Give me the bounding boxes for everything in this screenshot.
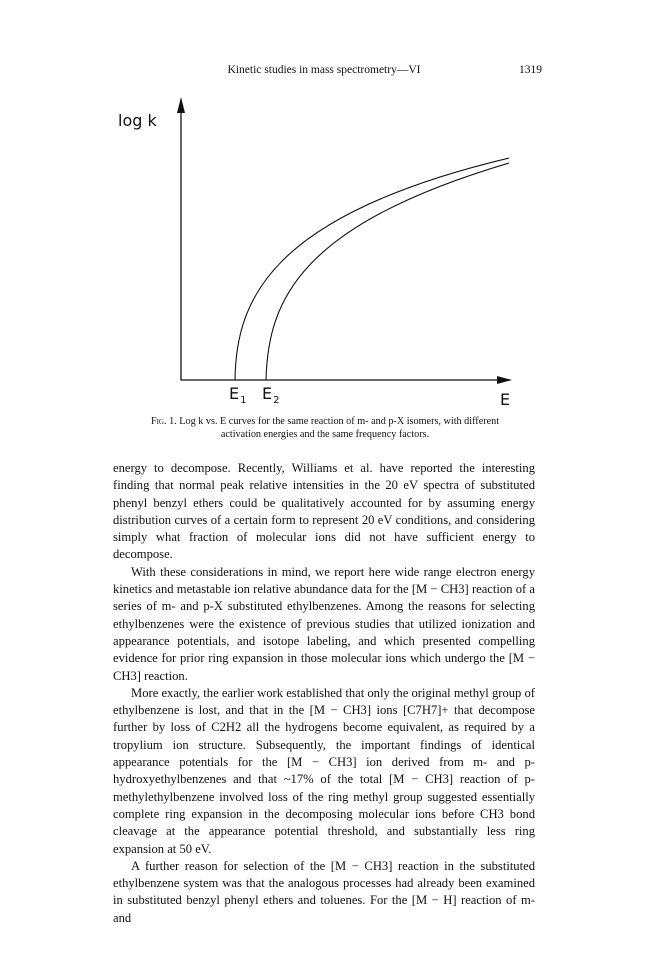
page-number: 1319 bbox=[519, 64, 542, 76]
figure-1 bbox=[0, 0, 648, 430]
running-title: Kinetic studies in mass spectrometry—VI bbox=[227, 64, 421, 76]
x-axis-arrowhead bbox=[497, 376, 512, 384]
caption-text: Log k vs. E curves for the same reaction of m- and p-X isomers, with different activation energies and the same frequency factors. bbox=[176, 416, 500, 440]
x-axis-label: E bbox=[500, 390, 511, 409]
caption-tag: Fig. 1. bbox=[150, 416, 177, 427]
y-axis-arrowhead bbox=[177, 97, 185, 113]
e1-label: $E_1$ bbox=[229, 384, 247, 406]
y-axis-label: log k bbox=[118, 111, 157, 130]
paragraph-3: More exactly, the earlier work established that only the original methyl group of ethylbenzene is lost, and that in the [M − CH3] ions [C7H7]+ that decompose further by loss of C2H2 all the hydrogens become equivalent, as required by a tropylium ion structure. Subsequently, the important findings of identical appearance potentials for the [M − CH3] ion derived from m- and p-hydroxyethylbenzenes and that ~17% of the total [M − CH3] reaction of p-methylethylbenzene involved loss of the ring methyl group suggested essentially complete ring expansion in the decomposing molecular ions before CH3 bond cleavage at the appearance potential threshold, and substantially less ring expansion at 50 eV. bbox=[113, 685, 535, 856]
paragraph-4: A further reason for selection of the [M − CH3] reaction in the substituted ethylbenzene system was that the analogous processes had already been examined in substituted benzyl phenyl ethers and toluenes. For the [M − H] reaction of m- and bbox=[113, 858, 535, 925]
paragraph-2: With these considerations in mind, we report here wide range electron energy kinetics and metastable ion relative abundance data for the [M − CH3] reaction of a series of m- and p-X substituted ethylbenzenes. Among the reasons for selecting ethylbenzenes were the existence of previous studies that utilized ionization and appearance potentials, and isotope labeling, and which presented compelling evidence for prior ring expansion in those molecular ions which undergo the [M − CH3] reaction. bbox=[113, 564, 535, 683]
e2-label: $E_2$ bbox=[262, 384, 280, 406]
curve-e1 bbox=[235, 158, 509, 380]
paragraph-1: energy to decompose. Recently, Williams et al. have reported the interesting finding that normal peak relative intensities in the 20 eV spectra of substituted phenyl benzyl ethers could be qualitatively accounted for by assuming energy distribution curves of a certain form to represent 20 eV conditions, and considering simply what fraction of molecular ions did not have sufficient energy to decompose. bbox=[113, 461, 535, 562]
body-text bbox=[113, 460, 535, 927]
figure-caption bbox=[150, 416, 500, 441]
